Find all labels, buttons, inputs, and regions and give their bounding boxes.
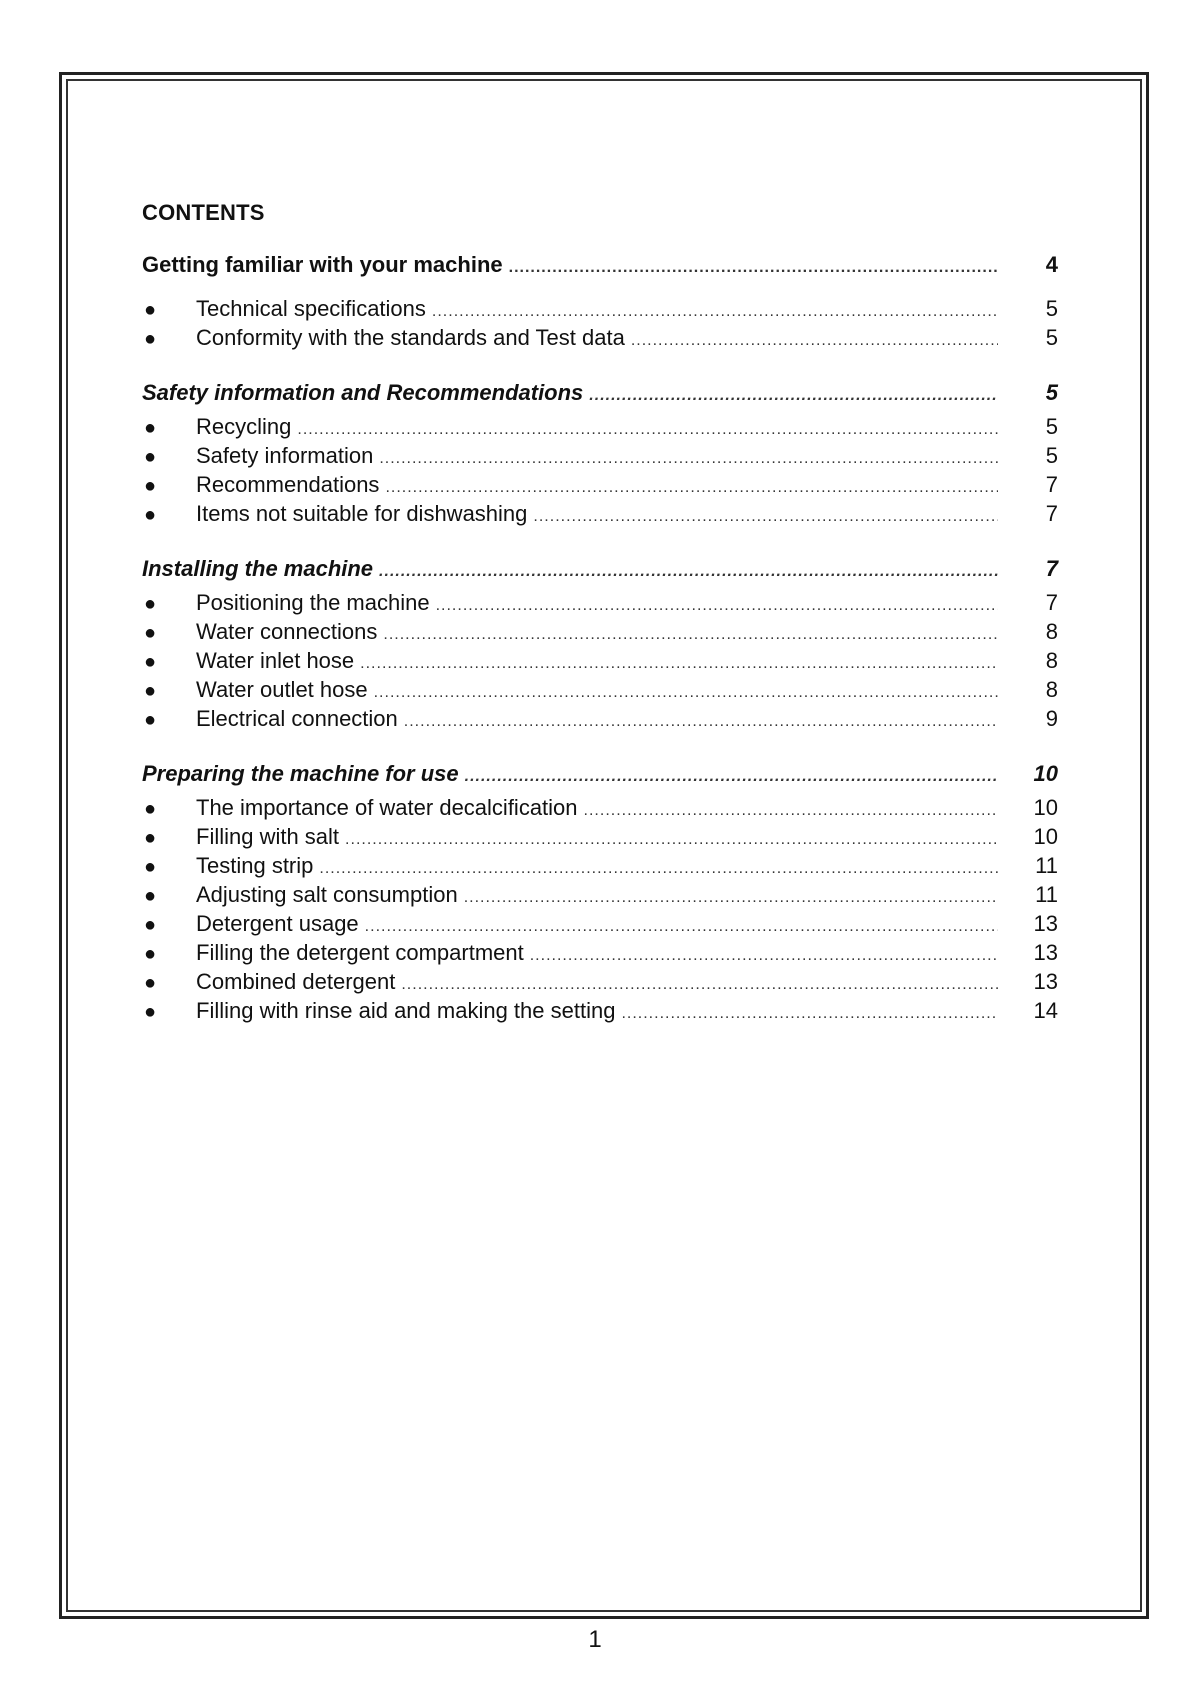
leader-dots: [379, 563, 998, 581]
leader-dots: [383, 626, 998, 644]
bullet-icon: ●: [144, 504, 157, 526]
toc-heading-label: Installing the machine: [142, 556, 374, 581]
toc-item[interactable]: [142, 882, 1062, 911]
leader-dots: [385, 479, 998, 497]
leader-dots: [621, 1005, 998, 1023]
leader-dots: [436, 597, 998, 615]
toc-heading-page: 10: [1033, 761, 1058, 786]
toc-item-label: Items not suitable for dishwashing: [196, 501, 528, 526]
leader-dots: [465, 768, 998, 786]
bullet-icon: ●: [144, 680, 157, 702]
toc-item[interactable]: [142, 501, 1062, 530]
toc-item-page: 7: [1045, 472, 1058, 497]
toc-item[interactable]: [142, 325, 1062, 354]
bullet-icon: ●: [144, 856, 157, 878]
toc-item-page: 13: [1033, 940, 1058, 965]
bullet-icon: ●: [144, 943, 157, 965]
toc-item-label: Electrical connection: [196, 706, 398, 731]
bullet-icon: ●: [144, 914, 157, 936]
toc-item-page: 5: [1045, 443, 1058, 468]
toc-heading[interactable]: [142, 252, 1062, 286]
toc-item-label: Water inlet hose: [196, 648, 355, 673]
toc-item[interactable]: [142, 911, 1062, 940]
toc-section-safety: [142, 380, 1062, 530]
toc-item-page: 8: [1045, 619, 1058, 644]
leader-dots: [533, 508, 998, 526]
toc-item-page: 8: [1045, 677, 1058, 702]
leader-dots: [631, 332, 998, 350]
bullet-icon: ●: [144, 446, 157, 468]
toc-item[interactable]: [142, 795, 1062, 824]
toc-item-label: Detergent usage: [196, 911, 359, 936]
toc-section-installing: [142, 556, 1062, 735]
toc-item-page: 5: [1045, 296, 1058, 321]
toc-item[interactable]: [142, 619, 1062, 648]
toc-item[interactable]: [142, 706, 1062, 735]
toc-item-label: Positioning the machine: [196, 590, 430, 615]
table-of-contents: [142, 200, 1062, 1053]
toc-item[interactable]: [142, 940, 1062, 969]
toc-item[interactable]: [142, 998, 1062, 1027]
leader-dots: [530, 947, 998, 965]
toc-item[interactable]: [142, 853, 1062, 882]
toc-item-label: Recommendations: [196, 472, 380, 497]
toc-heading-label: Getting familiar with your machine: [142, 252, 503, 277]
toc-item-page: 8: [1045, 648, 1058, 673]
toc-section-getting-familiar: [142, 252, 1062, 354]
toc-item[interactable]: [142, 590, 1062, 619]
toc-heading[interactable]: [142, 761, 1062, 795]
toc-item-label: Adjusting salt consumption: [196, 882, 458, 907]
bullet-icon: ●: [144, 299, 157, 321]
leader-dots: [401, 976, 998, 994]
leader-dots: [297, 421, 998, 439]
toc-heading-page: 5: [1045, 380, 1058, 405]
toc-item-page: 11: [1035, 882, 1058, 907]
toc-item[interactable]: [142, 648, 1062, 677]
leader-dots: [589, 387, 998, 405]
toc-item-page: 7: [1045, 590, 1058, 615]
toc-item-label: Filling with salt: [196, 824, 340, 849]
leader-dots: [509, 259, 998, 277]
toc-item-page: 13: [1033, 969, 1058, 994]
toc-item-page: 11: [1035, 853, 1058, 878]
toc-item-page: 5: [1045, 325, 1058, 350]
leader-dots: [404, 713, 998, 731]
leader-dots: [432, 303, 998, 321]
leader-dots: [584, 802, 998, 820]
toc-heading[interactable]: [142, 556, 1062, 590]
toc-item-label: Conformity with the standards and Test data: [196, 325, 625, 350]
toc-heading-page: 7: [1045, 556, 1058, 581]
leader-dots: [360, 655, 998, 673]
toc-item-page: 5: [1045, 414, 1058, 439]
bullet-icon: ●: [144, 328, 157, 350]
toc-item-page: 13: [1033, 911, 1058, 936]
toc-section-preparing: [142, 761, 1062, 1027]
toc-item-label: Safety information: [196, 443, 374, 468]
page-number: 1: [588, 1626, 602, 1653]
bullet-icon: ●: [144, 475, 157, 497]
toc-item-label: Filling with rinse aid and making the setting: [196, 998, 616, 1023]
toc-heading-page: 4: [1045, 252, 1058, 277]
contents-title: CONTENTS: [142, 200, 265, 225]
toc-item-label: Combined detergent: [196, 969, 396, 994]
leader-dots: [464, 889, 998, 907]
toc-item[interactable]: [142, 969, 1062, 998]
leader-dots: [379, 450, 998, 468]
toc-item[interactable]: [142, 677, 1062, 706]
bullet-icon: ●: [144, 417, 157, 439]
toc-item-page: 9: [1045, 706, 1058, 731]
toc-heading-label: Preparing the machine for use: [142, 761, 459, 786]
toc-item-label: The importance of water decalcification: [196, 795, 578, 820]
toc-item-page: 7: [1045, 501, 1058, 526]
bullet-icon: ●: [144, 972, 157, 994]
toc-item[interactable]: [142, 414, 1062, 443]
toc-item-label: Water outlet hose: [196, 677, 368, 702]
toc-item-label: Filling the detergent compartment: [196, 940, 524, 965]
toc-item-page: 10: [1033, 824, 1058, 849]
toc-item[interactable]: [142, 443, 1062, 472]
leader-dots: [319, 860, 998, 878]
bullet-icon: ●: [144, 827, 157, 849]
toc-item[interactable]: [142, 824, 1062, 853]
leader-dots: [365, 918, 998, 936]
toc-item-label: Testing strip: [196, 853, 314, 878]
toc-item-page: 14: [1033, 998, 1058, 1023]
leader-dots: [345, 831, 998, 849]
toc-item-label: Recycling: [196, 414, 292, 439]
bullet-icon: ●: [144, 798, 157, 820]
bullet-icon: ●: [144, 885, 157, 907]
toc-item-label: Water connections: [196, 619, 378, 644]
toc-item-label: Technical specifications: [196, 296, 426, 321]
bullet-icon: ●: [144, 622, 157, 644]
bullet-icon: ●: [144, 593, 157, 615]
leader-dots: [374, 684, 998, 702]
toc-item[interactable]: [142, 472, 1062, 501]
toc-item-page: 10: [1033, 795, 1058, 820]
bullet-icon: ●: [144, 1001, 157, 1023]
toc-item[interactable]: [142, 296, 1062, 325]
bullet-icon: ●: [144, 709, 157, 731]
toc-heading-label: Safety information and Recommendations: [142, 380, 584, 405]
toc-heading[interactable]: [142, 380, 1062, 414]
bullet-icon: ●: [144, 651, 157, 673]
